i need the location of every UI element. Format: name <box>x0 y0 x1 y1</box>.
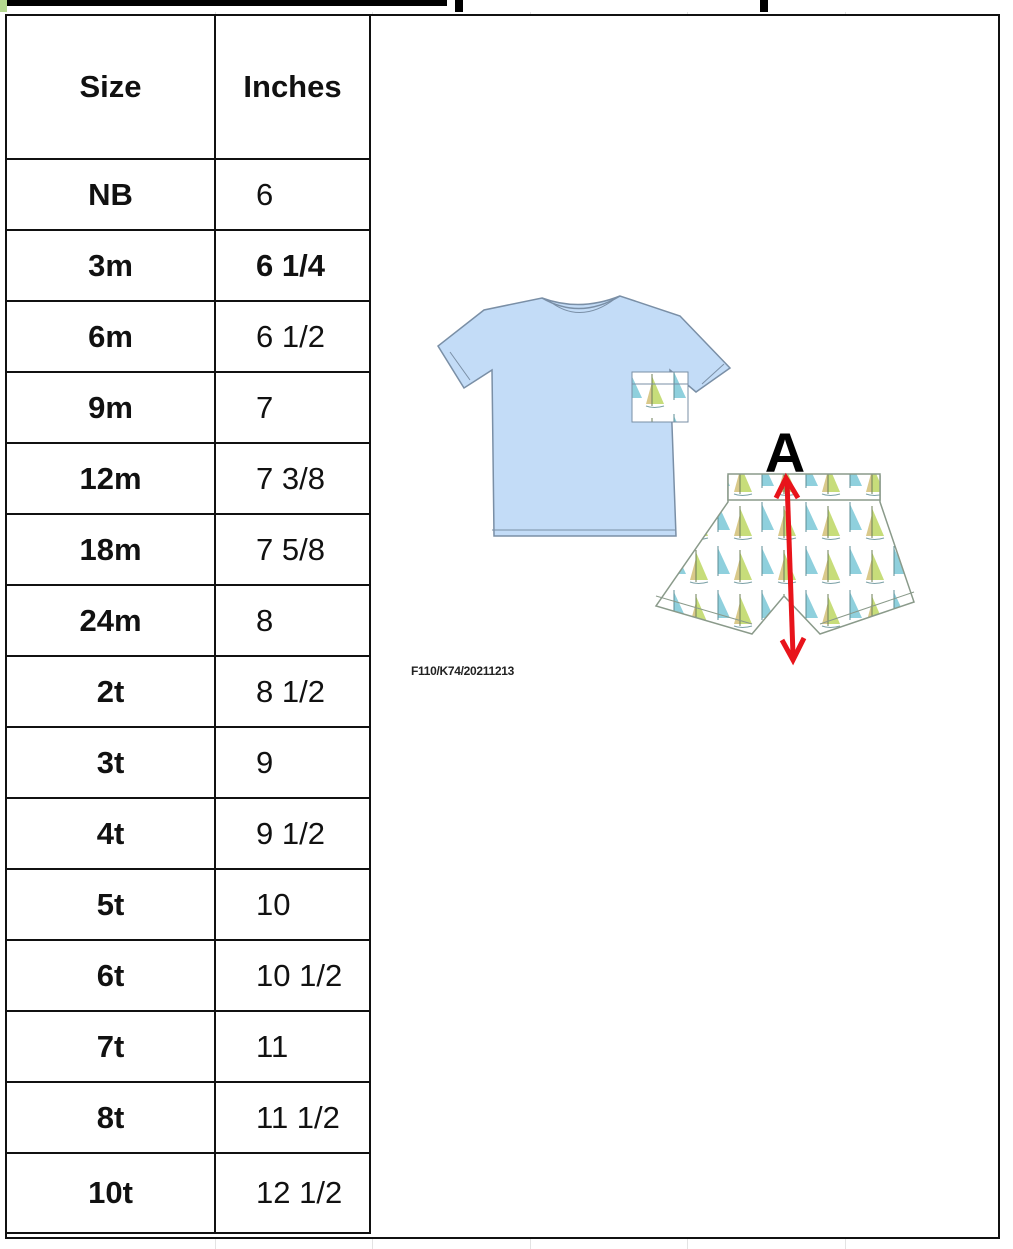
table-row <box>6 798 370 869</box>
table-row <box>6 1153 370 1233</box>
size-cell: 3t <box>6 727 215 798</box>
size-cell: NB <box>6 159 215 230</box>
table-row <box>6 727 370 798</box>
inches-cell: 6 1/2 <box>215 301 370 372</box>
inches-cell: 9 1/2 <box>215 798 370 869</box>
style-code: F110/K74/20211213 <box>411 664 514 678</box>
inches-cell: 6 1/4 <box>215 230 370 301</box>
inches-cell: 11 <box>215 1011 370 1082</box>
size-cell: 6m <box>6 301 215 372</box>
inches-cell: 10 <box>215 869 370 940</box>
measure-label: A <box>764 421 806 484</box>
inches-cell: 11 1/2 <box>215 1082 370 1153</box>
inches-cell: 7 5/8 <box>215 514 370 585</box>
table-row <box>6 585 370 656</box>
cropped-text-fragment <box>455 0 463 12</box>
table-row <box>6 940 370 1011</box>
table-row <box>6 230 370 301</box>
cropped-text-fragment <box>760 0 768 12</box>
table-row <box>6 869 370 940</box>
table-row <box>6 656 370 727</box>
size-cell: 6t <box>6 940 215 1011</box>
table-row <box>6 514 370 585</box>
size-cell: 3m <box>6 230 215 301</box>
outfit-drawing <box>380 280 940 700</box>
size-cell: 12m <box>6 443 215 514</box>
tshirt <box>438 296 730 536</box>
size-cell: 9m <box>6 372 215 443</box>
size-cell: 5t <box>6 869 215 940</box>
table-row <box>6 443 370 514</box>
size-cell: 4t <box>6 798 215 869</box>
size-cell: 10t <box>6 1153 215 1233</box>
cell-selection-marker <box>0 0 7 12</box>
table-row <box>6 159 370 230</box>
inches-cell: 7 <box>215 372 370 443</box>
table-row <box>6 301 370 372</box>
inches-cell: 10 1/2 <box>215 940 370 1011</box>
inches-cell: 8 <box>215 585 370 656</box>
size-cell: 18m <box>6 514 215 585</box>
size-cell: 7t <box>6 1011 215 1082</box>
inches-cell: 12 1/2 <box>215 1153 370 1233</box>
table-row <box>6 1082 370 1153</box>
size-cell: 24m <box>6 585 215 656</box>
cropped-text-fragment <box>7 0 447 6</box>
top-strip <box>0 0 1013 12</box>
header-inches: Inches <box>215 15 370 159</box>
inches-cell: 6 <box>215 159 370 230</box>
inches-cell: 9 <box>215 727 370 798</box>
table-row <box>6 1011 370 1082</box>
inches-cell: 8 1/2 <box>215 656 370 727</box>
size-cell: 2t <box>6 656 215 727</box>
inches-cell: 7 3/8 <box>215 443 370 514</box>
size-chart-table <box>5 14 371 1234</box>
garment-illustration <box>380 280 940 700</box>
size-cell: 8t <box>6 1082 215 1153</box>
table-row <box>6 372 370 443</box>
header-size: Size <box>6 15 215 159</box>
shorts <box>656 474 914 634</box>
